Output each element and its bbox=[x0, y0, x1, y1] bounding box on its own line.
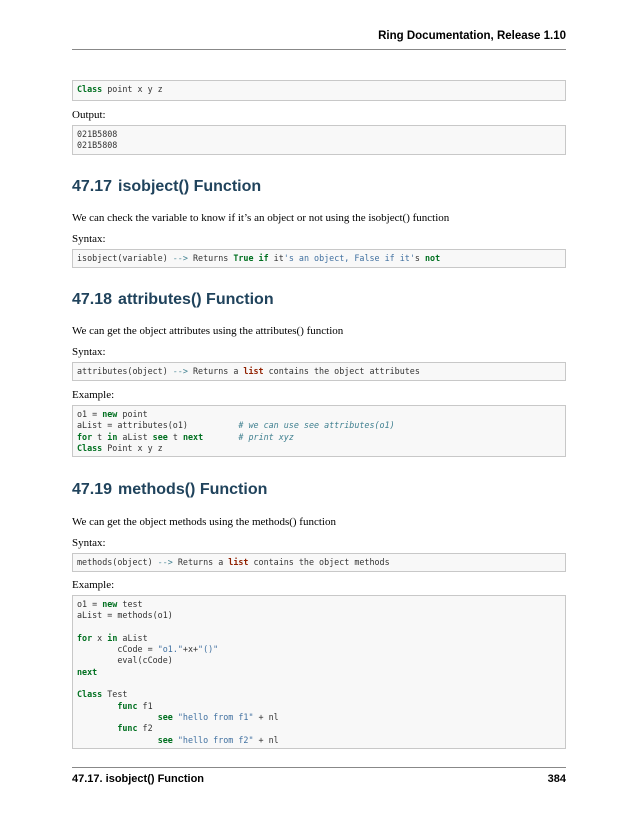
code-text: + nl bbox=[253, 734, 279, 745]
code-keyword: in bbox=[107, 431, 118, 442]
code-text: aList bbox=[117, 632, 148, 643]
code-text: t bbox=[92, 431, 108, 442]
code-comment: --> bbox=[172, 366, 193, 376]
section-description: We can get the object methods using the methods() function bbox=[72, 516, 336, 528]
code-text: +x+ bbox=[182, 644, 199, 655]
code-string: 's an object, False if it' bbox=[283, 253, 415, 263]
code-keyword: see bbox=[152, 431, 168, 442]
code-keyword: list bbox=[243, 366, 264, 376]
section-title: isobject() Function bbox=[118, 178, 262, 195]
code-text: x bbox=[92, 632, 108, 643]
code-text: f2 bbox=[137, 723, 153, 734]
output-label: Output: bbox=[72, 109, 106, 121]
footer-section: 47.17. isobject() Function bbox=[72, 773, 205, 785]
footer-rule bbox=[72, 767, 566, 768]
code-text: o1 = bbox=[77, 599, 103, 609]
isobject-syntax-code bbox=[72, 249, 566, 268]
syntax-label: Syntax: bbox=[72, 537, 106, 549]
code-keyword: Class bbox=[77, 84, 103, 94]
code-keyword: for bbox=[77, 632, 93, 643]
page-number: 384 bbox=[547, 773, 566, 785]
code-text: Point x y z bbox=[102, 442, 163, 453]
output-line: 021B5808 bbox=[77, 129, 118, 139]
output-line: 021B5808 bbox=[77, 140, 118, 151]
code-text: f1 bbox=[137, 700, 153, 711]
section-number: 47.19 bbox=[72, 481, 113, 498]
code-text: methods(object) bbox=[77, 557, 158, 567]
code-text: point x y z bbox=[102, 84, 163, 94]
example-label: Example: bbox=[72, 579, 115, 591]
running-header: Ring Documentation, Release 1.10 bbox=[378, 30, 566, 42]
syntax-label: Syntax: bbox=[72, 346, 106, 358]
code-string: "hello from f2" bbox=[177, 734, 254, 745]
section-description: We can check the variable to know if it’s an object or not using the isobject() function bbox=[72, 212, 450, 224]
code-text: s bbox=[414, 253, 425, 263]
section-number: 47.17 bbox=[72, 178, 113, 195]
code-keyword: new bbox=[102, 409, 118, 419]
code-keyword: next bbox=[182, 431, 204, 442]
code-keyword: func bbox=[117, 700, 138, 711]
code-comment: --> bbox=[172, 253, 193, 263]
code-text bbox=[77, 701, 117, 711]
code-text: Returns a bbox=[177, 557, 229, 567]
code-keyword: see bbox=[157, 734, 173, 745]
example-label: Example: bbox=[72, 389, 115, 401]
section-heading-methods bbox=[72, 481, 566, 499]
code-text: eval(cCode) bbox=[77, 655, 173, 666]
code-text: aList = methods(o1) bbox=[77, 610, 173, 621]
methods-example-code bbox=[72, 595, 566, 749]
attributes-syntax-code bbox=[72, 362, 566, 381]
class-point-code-block bbox=[72, 80, 566, 101]
code-text bbox=[77, 735, 158, 745]
attributes-example-code bbox=[72, 405, 566, 457]
code-text: contains the object attributes bbox=[263, 366, 420, 376]
section-title: methods() Function bbox=[118, 481, 268, 498]
code-keyword: list bbox=[228, 557, 249, 567]
code-keyword: not bbox=[424, 253, 441, 263]
code-text: aList bbox=[117, 431, 153, 442]
output-code-block bbox=[72, 125, 566, 155]
code-text: isobject(variable) bbox=[77, 253, 173, 263]
code-keyword: func bbox=[117, 723, 138, 734]
code-text: it bbox=[268, 253, 284, 263]
methods-syntax-code bbox=[72, 553, 566, 572]
code-text: point bbox=[117, 409, 148, 419]
code-comment: # print xyz bbox=[238, 431, 294, 442]
code-text bbox=[77, 712, 158, 722]
section-number: 47.18 bbox=[72, 291, 113, 308]
code-string: "hello from f1" bbox=[177, 711, 254, 722]
code-comment: --> bbox=[157, 557, 178, 567]
code-text: aList = attributes(o1) bbox=[77, 420, 239, 431]
code-text bbox=[77, 723, 117, 733]
section-heading-attributes bbox=[72, 291, 566, 309]
section-heading-isobject bbox=[72, 178, 566, 196]
code-text: test bbox=[117, 599, 143, 609]
code-keyword: True bbox=[233, 253, 254, 263]
section-description: We can get the object attributes using the attributes() function bbox=[72, 325, 344, 337]
code-text: Returns a bbox=[192, 366, 244, 376]
code-keyword: if bbox=[258, 253, 269, 263]
code-text: cCode = bbox=[77, 644, 158, 655]
code-keyword: new bbox=[102, 599, 118, 609]
code-text: t bbox=[167, 431, 183, 442]
code-text bbox=[203, 432, 238, 442]
code-keyword: in bbox=[107, 632, 118, 643]
code-comment: # we can use see attributes(o1) bbox=[238, 420, 395, 431]
section-title: attributes() Function bbox=[118, 291, 274, 308]
header-rule bbox=[72, 49, 566, 50]
code-text: o1 = bbox=[77, 409, 103, 419]
code-string: "o1." bbox=[157, 644, 183, 655]
code-keyword: Class bbox=[77, 442, 103, 453]
code-text: Returns bbox=[192, 253, 234, 263]
code-keyword: for bbox=[77, 431, 93, 442]
code-keyword: Class bbox=[77, 689, 103, 700]
code-text: + nl bbox=[253, 711, 279, 722]
code-text: attributes(object) bbox=[77, 366, 173, 376]
running-footer bbox=[72, 773, 566, 785]
code-string: "()" bbox=[198, 644, 219, 655]
code-keyword: see bbox=[157, 711, 173, 722]
code-keyword: next bbox=[77, 666, 98, 677]
syntax-label: Syntax: bbox=[72, 233, 106, 245]
code-text: Test bbox=[102, 689, 128, 700]
code-text: contains the object methods bbox=[248, 557, 390, 567]
